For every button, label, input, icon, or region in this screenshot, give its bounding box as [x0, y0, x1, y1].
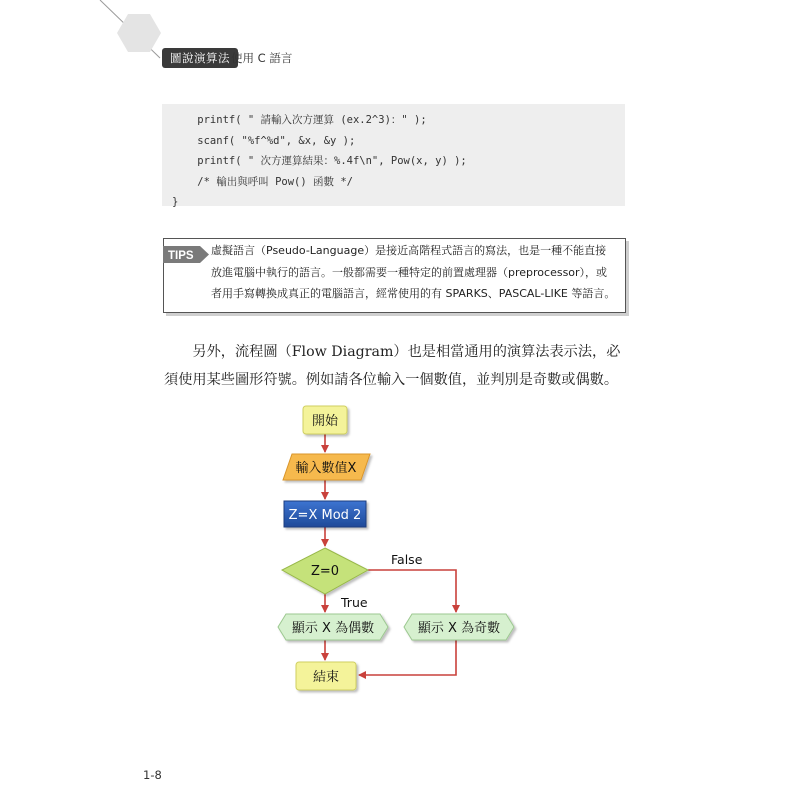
code-line: } — [172, 196, 179, 209]
input-label: 輸入數值X — [295, 461, 357, 476]
true-label: True — [341, 595, 368, 610]
display-odd-node — [404, 614, 514, 640]
page-number: 1-8 — [143, 768, 162, 782]
display-even-label: 顯示 X 為偶數 — [291, 621, 375, 636]
input-node — [283, 454, 370, 480]
display-even-node — [278, 614, 388, 640]
body-paragraph: 另外，流程圖（Flow Diagram）也是相當通用的演算法表示法，必須使用某些圖形符號。例如請各位輸入一個數值，並判別是奇數或偶數。 — [164, 344, 621, 388]
process-label: Z=X Mod 2 — [288, 508, 362, 523]
chapter-subtitle: 使用 C 語言 — [231, 51, 293, 65]
code-line: scanf( "%f^%d", &x, &y ); — [172, 134, 356, 147]
tips-label: TIPS — [168, 250, 194, 262]
end-node — [296, 662, 356, 690]
decision-node — [282, 548, 368, 594]
start-label: 開始 — [311, 414, 339, 429]
process-node — [284, 501, 366, 527]
decision-label: Z=0 — [310, 564, 340, 579]
arrow-odd-end — [359, 640, 456, 675]
code-line: /* 輸出與呼叫 Pow() 函數 */ — [172, 175, 353, 188]
arrow-decision-odd — [368, 570, 456, 612]
code-line: printf( " 請輸入次方運算 (ex.2^3)：" ); — [172, 114, 427, 126]
false-label: False — [391, 552, 423, 567]
start-node — [303, 406, 347, 434]
display-odd-label: 顯示 X 為奇數 — [417, 621, 501, 636]
tips-text: 虛擬語言（Pseudo-Language）是接近高階程式語言的寫法，也是一種不能直接放進電腦中執行的語言。一般都需要一種特定的前置處理器（preprocessor），或者用手寫轉換成真正的電腦語言，經常使用的有 SPARKS、PASCAL-LIKE 等語言。 — [211, 244, 616, 300]
chapter-badge: 圖說演算法 — [162, 48, 238, 68]
end-label: 結束 — [312, 670, 340, 685]
code-line: printf( " 次方運算結果：%.4f\n", Pow(x, y) ); — [172, 155, 467, 168]
